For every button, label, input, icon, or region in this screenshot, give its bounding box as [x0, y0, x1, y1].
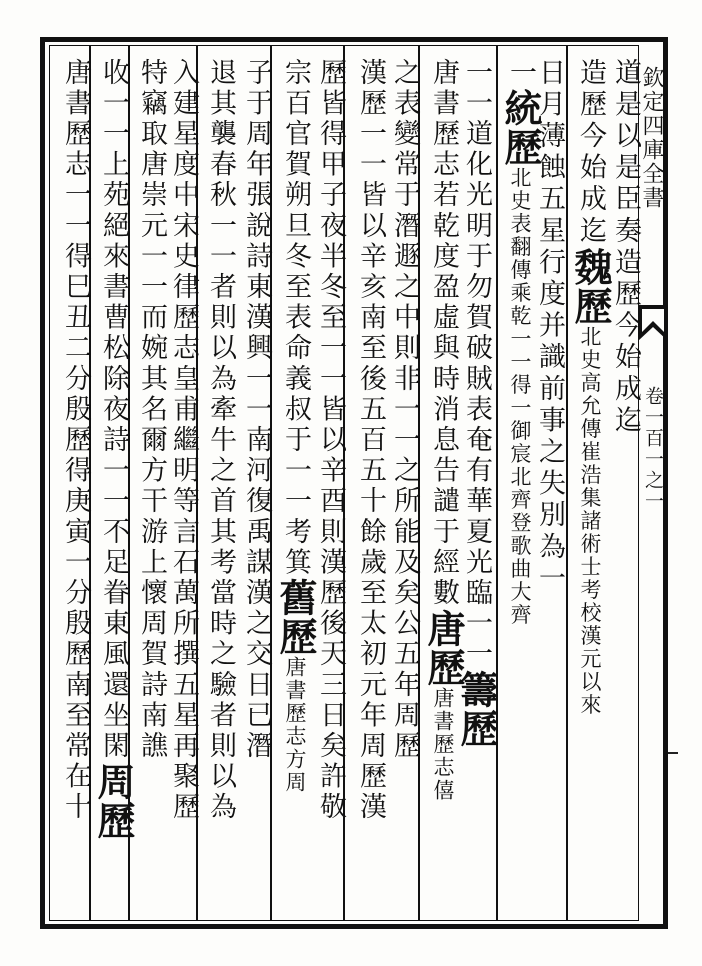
text-column-2	[568, 58, 613, 918]
section-heading: 統歷	[498, 88, 543, 167]
text-column-10	[273, 58, 318, 918]
section-heading: 周歷	[91, 761, 136, 840]
series-title: 欽定四庫全書	[639, 66, 664, 210]
volume-label: 卷一百一之一	[642, 386, 664, 512]
column-text: 造歷今始成迄	[575, 58, 606, 248]
column-text: 入建星度中宋史律歷志皇甫繼明等言石萬所撰五星再聚歷	[168, 58, 199, 823]
column-text: 日月薄蝕五星行度并識前事之失別為一	[534, 58, 565, 596]
column-text: 宗百官賀朔旦冬至表命義叔于一一考箕	[280, 58, 311, 579]
column-text: 道是以是臣奏造歷今始成迄	[610, 58, 641, 438]
text-column-1	[605, 58, 645, 918]
column-text: 特竊取唐崇元一一而婉其名爾方干游上懷周賀詩南譙	[136, 58, 167, 762]
column-annotation: 北史表翻傳乘乾一一得一御宸北齊登歌曲大齊	[508, 166, 532, 627]
text-column-16	[55, 58, 95, 918]
column-text: 唐書歷志若乾度盈虛與時消息告譴于經數	[428, 58, 459, 609]
section-heading: 唐歷	[421, 608, 466, 687]
column-rule	[496, 46, 498, 920]
column-text: 一	[505, 58, 536, 89]
column-text: 一一道化光明于勿賀破賊表奄有華夏光臨一一	[461, 58, 492, 670]
text-column-9	[310, 58, 350, 918]
column-text: 子于周年張說詩東漢興一一南河復禹謀漢之交日已潛	[241, 58, 272, 762]
column-text: 之表變常于潛遯之中則非一一之所能及矣公五年周歷	[389, 58, 420, 762]
margin-tick	[668, 752, 678, 754]
column-annotation: 北史高允傳崔浩集諸術士考校漢元以來	[578, 325, 602, 717]
text-column-12	[200, 58, 240, 918]
text-column-4	[498, 58, 543, 918]
column-text: 退其襲春秋一一者則以為牽牛之首其考當時之驗者則以為	[205, 58, 236, 823]
column-text: 收一一上苑絕來書曹松除夜詩一一不足眷東風還坐閑	[98, 58, 129, 762]
column-text: 漢歷一一皆以辛亥南至後五百五十餘歲至太初元年周歷漢	[355, 58, 386, 823]
column-annotation: 唐書歷志方周	[283, 656, 307, 795]
column-annotation: 唐書歷志僖	[431, 686, 455, 802]
text-column-6	[421, 58, 466, 918]
column-text: 唐書歷志一一得巳丑二分殷歷得庚寅一分殷歷南至常在十	[60, 58, 91, 823]
text-column-11	[236, 58, 276, 918]
text-column-7	[384, 58, 424, 918]
text-column-14	[131, 58, 171, 918]
section-heading: 籌歷	[454, 670, 499, 748]
section-heading: 魏歷	[568, 247, 613, 326]
text-column-8	[350, 58, 390, 918]
section-heading: 舊歷	[273, 578, 318, 657]
column-text: 歷皆得甲子夜半冬至一一皆以辛酉則漢歷後天三日矣許敬	[315, 58, 346, 823]
text-column-15	[91, 58, 136, 918]
